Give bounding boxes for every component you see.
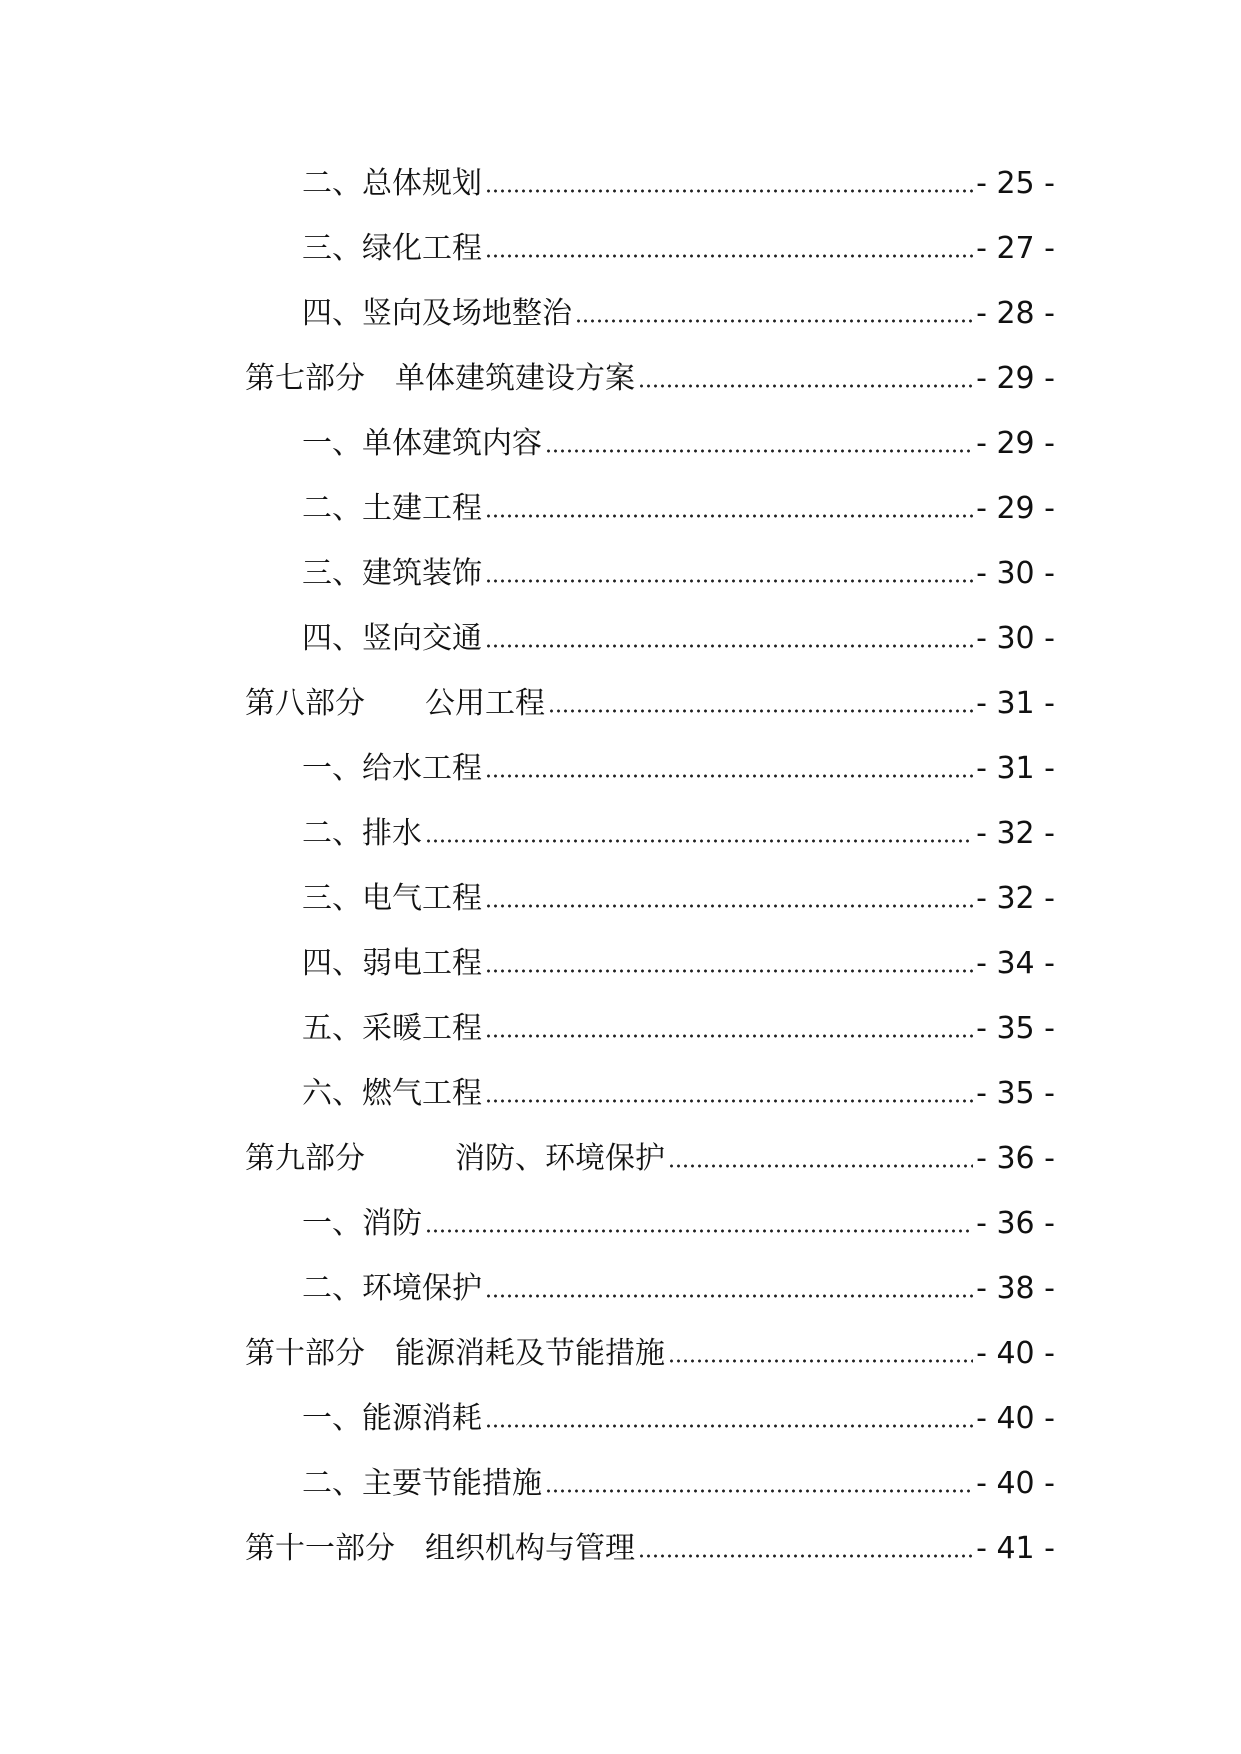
toc-entry-title: 二、土建工程 — [302, 491, 482, 526]
toc-entry-title: 三、建筑装饰 — [302, 556, 482, 591]
toc-entry-title: 第七部分 单体建筑建设方案 — [245, 361, 635, 396]
toc-entry[interactable] — [245, 1332, 1055, 1376]
toc-page-number: - 28 - — [976, 296, 1055, 331]
toc-page-number: - 32 - — [976, 881, 1055, 916]
toc-dot-leader — [668, 1357, 973, 1365]
toc-page-number: - 35 - — [976, 1011, 1055, 1046]
toc-entry[interactable] — [302, 747, 1055, 791]
toc-dot-leader — [485, 902, 973, 910]
toc-entry[interactable] — [302, 487, 1055, 531]
toc-dot-leader — [485, 577, 973, 585]
toc-entry-title: 一、能源消耗 — [302, 1401, 482, 1436]
toc-dot-leader — [485, 252, 973, 260]
toc-entry[interactable] — [302, 292, 1055, 336]
toc-page-number: - 30 - — [976, 556, 1055, 591]
toc-entry[interactable] — [245, 1527, 1055, 1571]
toc-dot-leader — [485, 772, 973, 780]
toc-entry[interactable] — [245, 1137, 1055, 1181]
toc-entry-title: 第十一部分 组织机构与管理 — [245, 1531, 635, 1566]
toc-page-number: - 38 - — [976, 1271, 1055, 1306]
toc-entry-title: 六、燃气工程 — [302, 1076, 482, 1111]
toc-dot-leader — [485, 1422, 973, 1430]
toc-dot-leader — [485, 187, 973, 195]
toc-entry[interactable] — [302, 1462, 1055, 1506]
toc-entry-title: 一、消防 — [302, 1206, 422, 1241]
toc-page-number: - 31 - — [976, 686, 1055, 721]
toc-page-number: - 29 - — [976, 426, 1055, 461]
toc-page-number: - 27 - — [976, 231, 1055, 266]
toc-dot-leader — [485, 1032, 973, 1040]
toc-entry-title: 第十部分 能源消耗及节能措施 — [245, 1336, 665, 1371]
toc-dot-leader — [575, 317, 973, 325]
toc-entry[interactable] — [302, 552, 1055, 596]
toc-entry[interactable] — [302, 1007, 1055, 1051]
toc-entry[interactable] — [302, 942, 1055, 986]
toc-dot-leader — [425, 1227, 973, 1235]
toc-entry-title: 第九部分 消防、环境保护 — [245, 1141, 665, 1176]
toc-entry-title: 四、竖向交通 — [302, 621, 482, 656]
toc-page-number: - 29 - — [976, 491, 1055, 526]
toc-page-number: - 32 - — [976, 816, 1055, 851]
toc-entry-title: 三、绿化工程 — [302, 231, 482, 266]
toc-entry[interactable] — [302, 1072, 1055, 1116]
toc-entry-title: 二、主要节能措施 — [302, 1466, 542, 1501]
toc-entry-title: 第八部分 公用工程 — [245, 686, 545, 721]
toc-entry[interactable] — [245, 682, 1055, 726]
toc-dot-leader — [638, 1552, 973, 1560]
toc-dot-leader — [485, 642, 973, 650]
toc-page-number: - 29 - — [976, 361, 1055, 396]
toc-page-number: - 41 - — [976, 1531, 1055, 1566]
toc-dot-leader — [548, 707, 973, 715]
toc-entry-title: 二、排水 — [302, 816, 422, 851]
toc-entry[interactable] — [302, 227, 1055, 271]
toc-entry[interactable] — [302, 162, 1055, 206]
toc-dot-leader — [668, 1162, 973, 1170]
toc-page-number: - 36 - — [976, 1206, 1055, 1241]
toc-page-number: - 31 - — [976, 751, 1055, 786]
toc-entry-title: 一、给水工程 — [302, 751, 482, 786]
toc-entry[interactable] — [302, 1202, 1055, 1246]
toc-dot-leader — [425, 837, 973, 845]
toc-entry[interactable] — [302, 1397, 1055, 1441]
toc-page-number: - 40 - — [976, 1466, 1055, 1501]
toc-dot-leader — [545, 447, 973, 455]
toc-dot-leader — [545, 1487, 973, 1495]
toc-dot-leader — [485, 967, 973, 975]
toc-entry-title: 三、电气工程 — [302, 881, 482, 916]
toc-entry-title: 一、单体建筑内容 — [302, 426, 542, 461]
toc-dot-leader — [638, 382, 973, 390]
toc-entry-title: 四、弱电工程 — [302, 946, 482, 981]
toc-page-number: - 30 - — [976, 621, 1055, 656]
toc-page-number: - 34 - — [976, 946, 1055, 981]
toc-entry-title: 二、总体规划 — [302, 166, 482, 201]
toc-page-number: - 35 - — [976, 1076, 1055, 1111]
toc-page-number: - 36 - — [976, 1141, 1055, 1176]
toc-entry[interactable] — [302, 422, 1055, 466]
toc-entry[interactable] — [302, 617, 1055, 661]
toc-entry[interactable] — [302, 812, 1055, 856]
toc-entry[interactable] — [302, 1267, 1055, 1311]
toc-entry[interactable] — [245, 357, 1055, 401]
toc-dot-leader — [485, 1097, 973, 1105]
toc-dot-leader — [485, 512, 973, 520]
toc-entry-title: 二、环境保护 — [302, 1271, 482, 1306]
toc-entry-title: 五、采暖工程 — [302, 1011, 482, 1046]
toc-entry[interactable] — [302, 877, 1055, 921]
toc-dot-leader — [485, 1292, 973, 1300]
toc-page-number: - 25 - — [976, 166, 1055, 201]
toc-entry-title: 四、竖向及场地整治 — [302, 296, 572, 331]
toc-page-number: - 40 - — [976, 1336, 1055, 1371]
toc-page-number: - 40 - — [976, 1401, 1055, 1436]
